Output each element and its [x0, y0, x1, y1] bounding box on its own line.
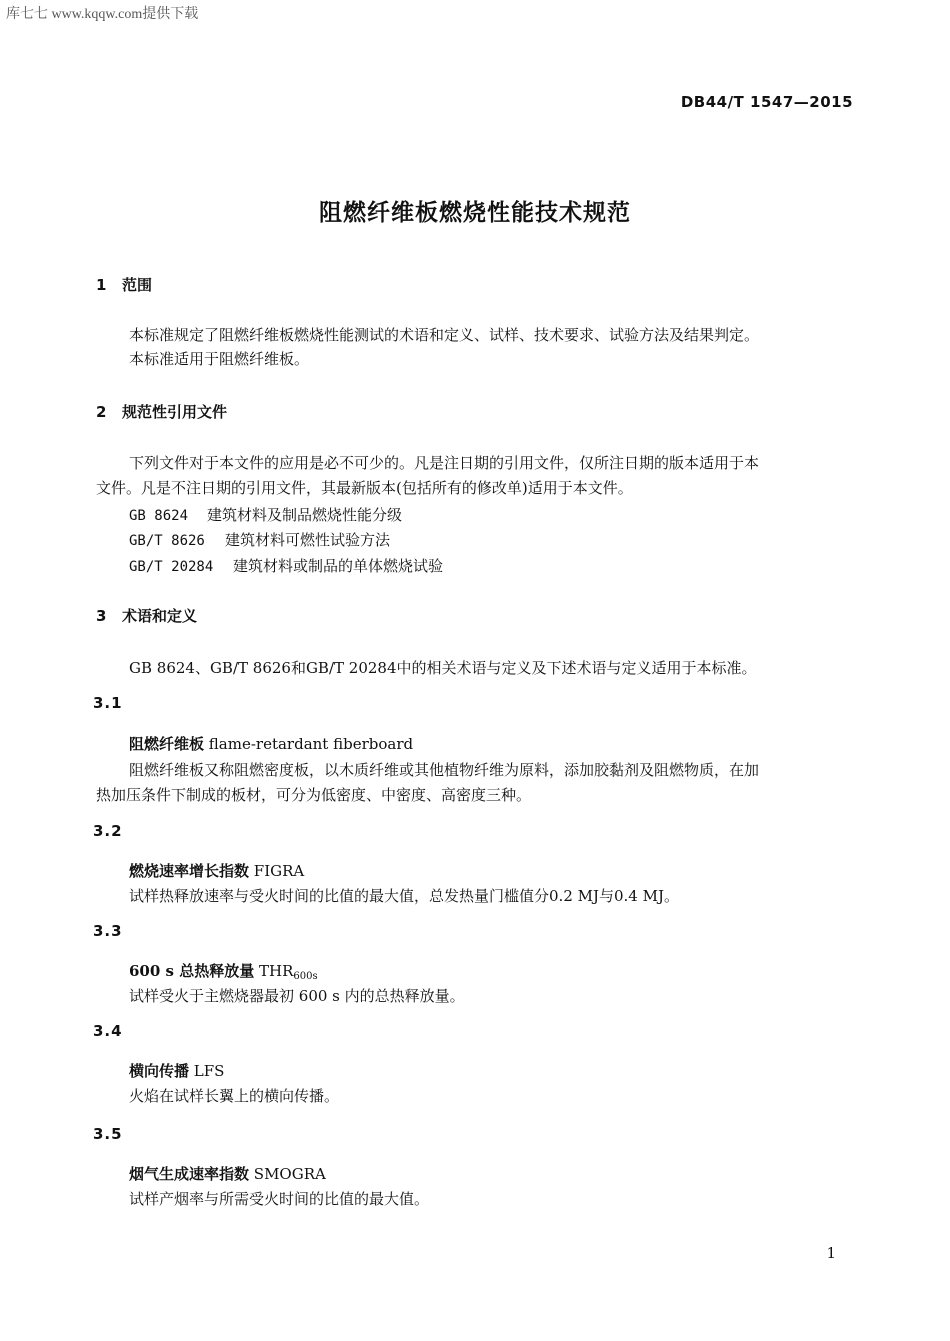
section-1-heading	[96, 274, 152, 295]
term-english: FIGRA	[253, 862, 305, 880]
section-number: 3	[96, 607, 107, 625]
term-english: SMOGRA	[253, 1165, 326, 1183]
term-heading	[129, 733, 413, 754]
term-heading	[129, 960, 318, 982]
reference-item	[129, 529, 390, 550]
section-title: 范围	[122, 276, 153, 294]
reference-name: 建筑材料或制品的单体燃烧试验	[233, 557, 444, 575]
page-title: 阻燃纤维板燃烧性能技术规范	[319, 200, 631, 226]
references-paragraph-line-2: 文件。凡是不注日期的引用文件，其最新版本(包括所有的修改单)适用于本文件。	[96, 479, 633, 497]
references-paragraph-line-1: 下列文件对于本文件的应用是必不可少的。凡是注日期的引用文件，仅所注日期的版本适用于本	[129, 454, 760, 472]
reference-item	[129, 555, 443, 576]
reference-code: GB/T 20284	[129, 559, 214, 575]
reference-item	[129, 504, 402, 525]
section-3-heading	[96, 605, 197, 626]
term-number: 3.5	[93, 1125, 123, 1143]
term-number: 3.2	[93, 822, 123, 840]
term-definition-line-1: 阻燃纤维板又称阻燃密度板，以木质纤维或其他植物纤维为原料，添加胶黏剂及阻燃物质，在加	[129, 761, 760, 779]
scope-paragraph-2: 本标准适用于阻燃纤维板。	[129, 350, 310, 368]
term-chinese: 燃烧速率增长指数	[129, 862, 250, 880]
term-english: flame-retardant fiberboard	[208, 735, 414, 753]
term-english: LFS	[193, 1062, 225, 1080]
term-heading	[129, 1060, 224, 1081]
term-heading	[129, 1163, 326, 1184]
term-symbol: THR	[258, 962, 294, 980]
section-2-heading	[96, 401, 227, 422]
section-number: 1	[96, 276, 107, 294]
scope-paragraph-1: 本标准规定了阻燃纤维板燃烧性能测试的术语和定义、试样、技术要求、试验方法及结果判定。	[129, 326, 760, 344]
term-number: 3.1	[93, 694, 123, 712]
page-number: 1	[826, 1244, 836, 1262]
term-symbol-subscript: 600s	[293, 971, 318, 982]
term-definition-line-2: 热加压条件下制成的板材，可分为低密度、中密度、高密度三种。	[96, 786, 532, 804]
reference-name: 建筑材料可燃性试验方法	[225, 531, 391, 549]
term-heading	[129, 860, 304, 881]
term-number: 3.4	[93, 1022, 123, 1040]
section-title: 规范性引用文件	[122, 403, 228, 421]
term-definition-line-1: 试样热释放速率与受火时间的比值的最大值，总发热量门槛值分0.2 MJ与0.4 MJ。	[129, 887, 679, 905]
document-number: DB44/T 1547—2015	[680, 93, 853, 111]
term-number: 3.3	[93, 922, 123, 940]
reference-code: GB 8624	[129, 508, 189, 524]
term-definition-line-1: 试样受火于主燃烧器最初 600 s 内的总热释放量。	[129, 987, 465, 1005]
term-chinese: 600 s 总热释放量	[129, 962, 255, 980]
reference-code: GB/T 8626	[129, 533, 205, 549]
reference-name: 建筑材料及制品燃烧性能分级	[207, 506, 403, 524]
section-number: 2	[96, 403, 107, 421]
term-definition-line-1: 火焰在试样长翼上的横向传播。	[129, 1087, 340, 1105]
watermark: 库七七 www.kqqw.com提供下载	[6, 7, 199, 22]
term-english	[259, 962, 318, 980]
section-title: 术语和定义	[122, 607, 198, 625]
term-chinese: 阻燃纤维板	[129, 735, 205, 753]
term-chinese: 烟气生成速率指数	[129, 1165, 250, 1183]
term-chinese: 横向传播	[129, 1062, 190, 1080]
terms-intro: GB 8624、GB/T 8626和GB/T 20284中的相关术语与定义及下述术语与定义适用于本标准。	[129, 659, 757, 677]
term-definition-line-1: 试样产烟率与所需受火时间的比值的最大值。	[129, 1190, 430, 1208]
